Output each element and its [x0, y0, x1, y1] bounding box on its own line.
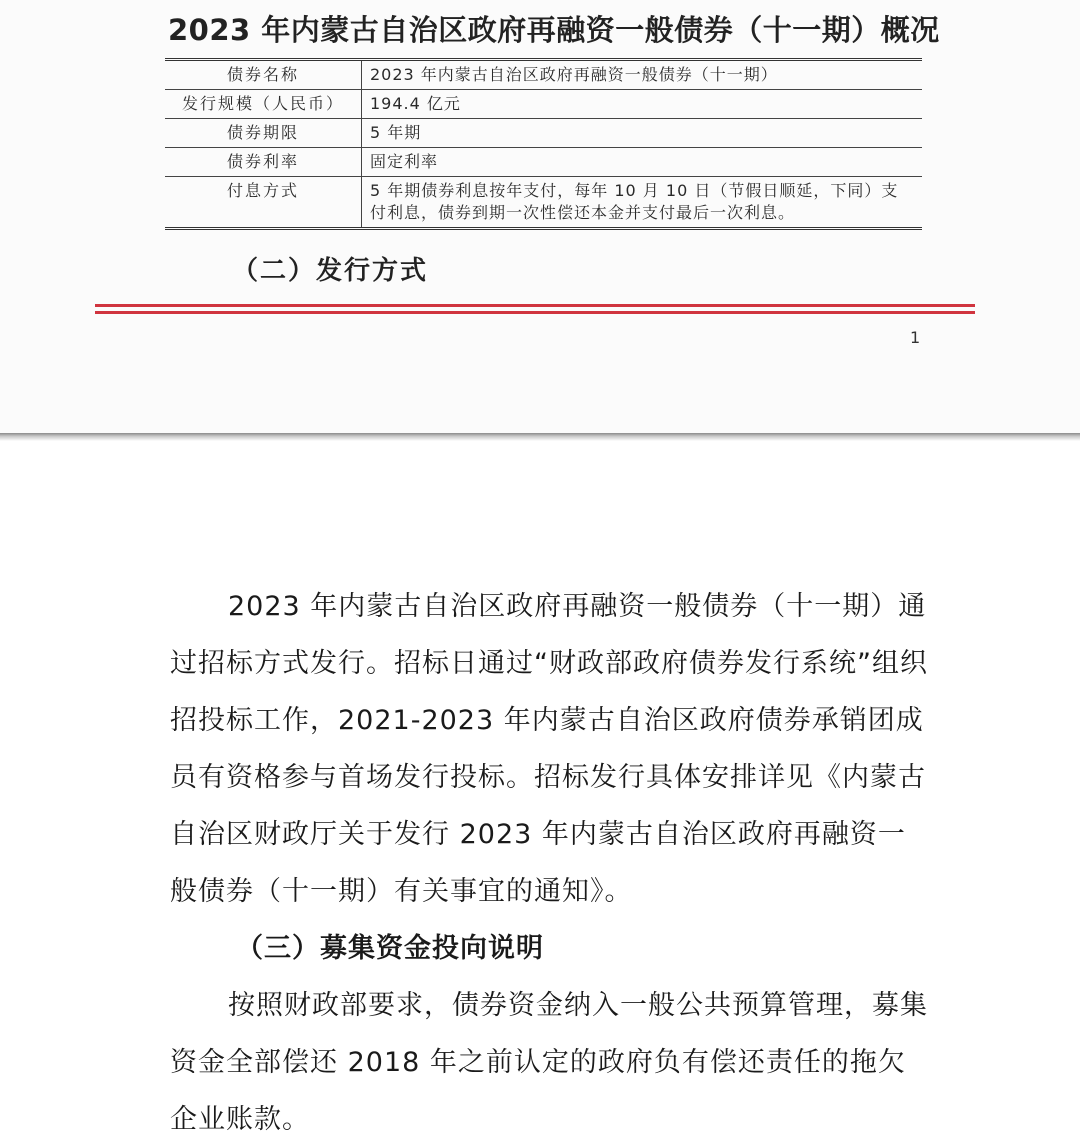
table-row: [165, 177, 922, 229]
table-value: 194.4 亿元: [362, 90, 923, 119]
table-key: 发行规模（人民币）: [165, 90, 362, 119]
document-page-2: [170, 578, 930, 1148]
table-row: [165, 148, 922, 177]
page-edge-shadow: [0, 433, 1080, 441]
table-value: 5 年期: [362, 119, 923, 148]
section-heading: （三）募集资金投向说明: [236, 933, 544, 964]
table-value: 2023 年内蒙古自治区政府再融资一般债券（十一期）: [362, 60, 923, 90]
bond-info-table: [165, 58, 922, 230]
table-value: 固定利率: [362, 148, 923, 177]
paragraph: 按照财政部要求，债券资金纳入一般公共预算管理，募集资金全部偿还 2018 年之前认定的政府负有偿还责任的拖欠企业账款。: [170, 990, 928, 1135]
table-key: 债券期限: [165, 119, 362, 148]
table-row: [165, 90, 922, 119]
table-value: 5 年期债券利息按年支付，每年 10 月 10 日（节假日顺延，下同）支付利息，债券到期一次性偿还本金并支付最后一次利息。: [362, 177, 923, 229]
table-key: 债券利率: [165, 148, 362, 177]
paragraph: 2023 年内蒙古自治区政府再融资一般债券（十一期）通过招标方式发行。招标日通过“财政部政府债券发行系统”组织招投标工作，2021-2023 年内蒙古自治区政府债券承销团成员有资格参与首场发行投标。招标发行具体安排详见《内蒙古自治区财政厅关于发行 2023 年内蒙古自治区政府再融资一般债券（十一期）有关事宜的通知》。: [170, 591, 928, 907]
table-row: [165, 119, 922, 148]
document-page-1: [0, 0, 1080, 433]
red-divider: [95, 304, 975, 307]
red-divider: [95, 311, 975, 314]
table-row: [165, 60, 922, 90]
section-heading: （二）发行方式: [232, 256, 429, 286]
document-title: 2023 年内蒙古自治区政府再融资一般债券（十一期）概况: [168, 13, 940, 47]
page-number: 1: [910, 328, 921, 347]
table-key: 债券名称: [165, 60, 362, 90]
table-key: 付息方式: [165, 177, 362, 229]
